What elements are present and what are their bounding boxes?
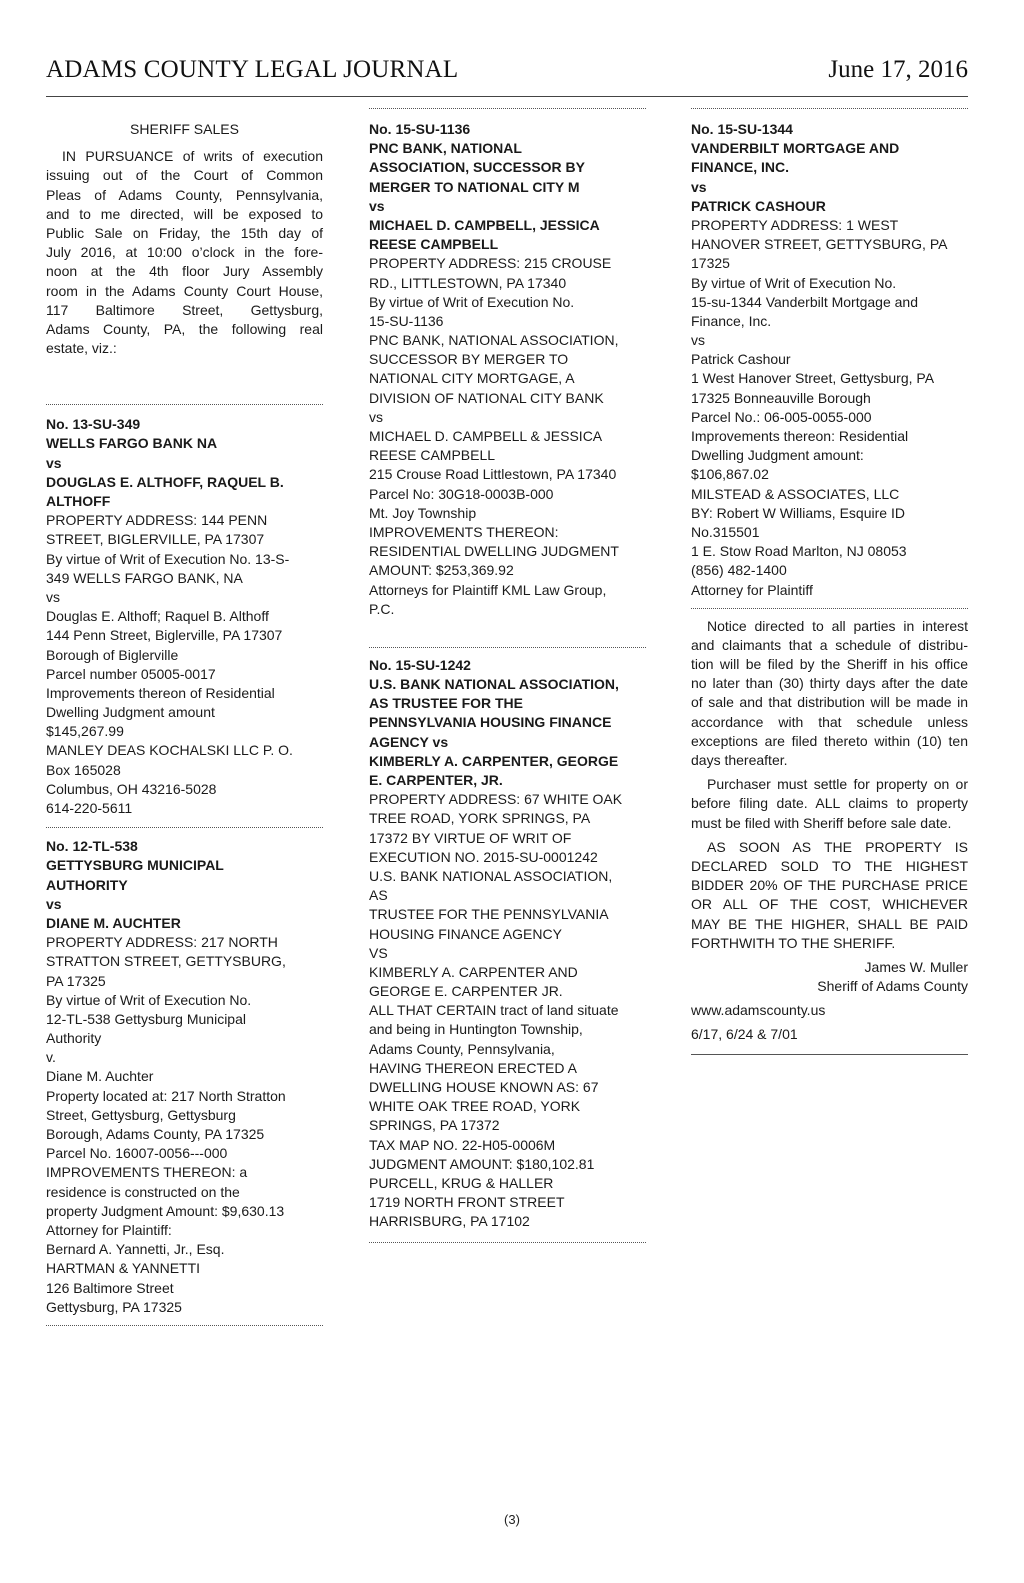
sheriff-name: James W. Muller (864, 958, 968, 975)
divider (46, 1325, 323, 1326)
sale-listing: No. 12-TL-538 GETTYSBURG MUNICIPAL AUTHORITY vs DIANE M. AUCHTER PROPERTY ADDRESS: 217 NORTH STRATTON STREET, GETTYSBURG, PA 17325 By virtue of Writ of Execution No. 12-TL-538 Gettysburg Municipal Authority v. Diane M. Auchter Property located at: 217 North Stratton Street, Gettysburg, Gettysburg Borough, Adams County, PA 17325 Parcel No. 16007-0056---000 IMPROVEMENTS THEREON: a residence is constructed on the property Judgment Amount: $9,630.13 Attorney for Plaintiff: Bernard A. Yannetti, Jr., Esq. HARTMAN & YANNETTI 126 Baltimore Street Gettysburg, PA 17325 (46, 838, 286, 1315)
payment-notice: AS SOON AS THE PROPERTY IS DECLARED SOLD TO THE HIGHEST BIDDER 20% OF THE PURCHASE PRICE OR ALL OF THE COST, WHICHEVER MAY BE THE HIGHER, SHALL BE PAID FORTHWITH TO THE SHERIFF. (691, 838, 968, 951)
sale-listing: No. 13-SU-349 WELLS FARGO BANK NA vs DOUGLAS E. ALTHOFF, RAQUEL B. ALTHOFF PROPERTY ADDRESS: 144 PENN STREET, BIGLERVILLE, PA 17307 By virtue of Writ of Execution No. 13-S- 349 WELLS FARGO BANK, NA vs Douglas E. Althoff; Raquel B. Althoff 144 Penn Street, Biglerville, PA 17307 Borough of Biglerville Parcel number 05005-0017 Improvements thereon of Residential Dwelling Judgment amount $145,267.99 MANLEY DEAS KOCHALSKI LLC P. O. Box 165028 Columbus, OH 43216-5028 614-220-5611 (46, 416, 293, 816)
header-rule (46, 96, 968, 97)
page-header (46, 54, 968, 98)
page-number: (3) (504, 1512, 520, 1527)
publication-dates: 6/17, 6/24 & 7/01 (691, 1026, 798, 1043)
distribution-notice: Notice directed to all parties in interest and claimants that a schedule of distribu- tion will be filed by the Sheriff in his office no later than (30) thirty days after the date of sale and that distribution will be made in accordance with that schedule unless exceptions are filed thereto within (10) ten days thereafter. (691, 617, 968, 768)
column-3 (691, 108, 968, 1055)
sale-listing: No. 15-SU-1344 VANDERBILT MORTGAGE AND FINANCE, INC. vs PATRICK CASHOUR PROPERTY ADDRESS: 1 WEST HANOVER STREET, GETTYSBURG, PA 17325 By virtue of Writ of Execution No. 15-su-1344 Vanderbilt Mortgage and Finance, Inc. vs Patrick Cashour 1 West Hanover Street, Gettysburg, PA 17325 Bonneauville Borough Parcel No.: 06-005-0055-000 Improvements thereon: Residential Dwelling Judgment amount: $106,867.02 MILSTEAD & ASSOCIATES, LLC BY: Robert W Williams, Esquire ID No.315501 1 E. Stow Road Marlton, NJ 08053 (856) 482-1400 Attorney for Plaintiff (691, 121, 948, 598)
sheriff-sales-heading: SHERIFF SALES (130, 121, 239, 137)
column-1 (46, 108, 323, 1326)
end-rule (691, 1054, 968, 1055)
intro-paragraph: IN PURSUANCE of writs of execution issuing out of the Court of Common Pleas of Adams County, Pennsylvania, and to me directed, will be exposed to Public Sale on Friday, the 15th day of July 2016, at 10:00 o’clock in the fore- noon at the 4th floor Jury Assembly room in the Adams County Court House, 117 Baltimore Street, Gettysburg, Adams County, PA, the following real estate, viz.: (46, 148, 323, 357)
journal-title: ADAMS COUNTY LEGAL JOURNAL (46, 56, 459, 83)
sheriff-title: Sheriff of Adams County (817, 978, 968, 995)
website: www.adamscounty.us (691, 1002, 826, 1019)
divider (369, 1242, 646, 1243)
sale-listing: No. 15-SU-1242 U.S. BANK NATIONAL ASSOCIATION, AS TRUSTEE FOR THE PENNSYLVANIA HOUSING FINANCE AGENCY vs KIMBERLY A. CARPENTER, GEORGE E. CARPENTER, JR. PROPERTY ADDRESS: 67 WHITE OAK TREE ROAD, YORK SPRINGS, PA 17372 BY VIRTUE OF WRIT OF EXECUTION NO. 2015-SU-0001242 U.S. BANK NATIONAL ASSOCIATION, AS TRUSTEE FOR THE PENNSYLVANIA HOUSING FINANCE AGENCY VS KIMBERLY A. CARPENTER AND GEORGE E. CARPENTER JR. ALL THAT CERTAIN tract of land situate and being in Huntington Township, Adams County, Pennsylvania, HAVING THEREON ERECTED A DWELLING HOUSE KNOWN AS: 67 WHITE OAK TREE ROAD, YORK SPRINGS, PA 17372 TAX MAP NO. 22-H05-0006M JUDGMENT AMOUNT: $180,102.81 PURCELL, KRUG & HALLER 1719 NORTH FRONT STREET HARRISBURG, PA 17102 (369, 656, 623, 1230)
sale-listing: No. 15-SU-1136 PNC BANK, NATIONAL ASSOCIATION, SUCCESSOR BY MERGER TO NATIONAL CITY M vs MICHAEL D. CAMPBELL, JESSICA REESE CAMPBELL PROPERTY ADDRESS: 215 CROUSE RD., LITTLESTOWN, PA 17340 By virtue of Writ of Execution No. 15-SU-1136 PNC BANK, NATIONAL ASSOCIATION, SUCCESSOR BY MERGER TO NATIONAL CITY MORTGAGE, A DIVISION OF NATIONAL CITY BANK vs MICHAEL D. CAMPBELL & JESSICA REESE CAMPBELL 215 Crouse Road Littlestown, PA 17340 Parcel No: 30G18-0003B-000 Mt. Joy Township IMPROVEMENTS THEREON: RESIDENTIAL DWELLING JUDGMENT AMOUNT: $253,369.92 Attorneys for Plaintiff KML Law Group, P.C. (369, 121, 619, 617)
issue-date: June 17, 2016 (828, 56, 968, 83)
column-2 (369, 108, 646, 1243)
settlement-notice: Purchaser must settle for property on or before filing date. ALL claims to property must be filed with Sheriff before sale date. (691, 776, 968, 831)
